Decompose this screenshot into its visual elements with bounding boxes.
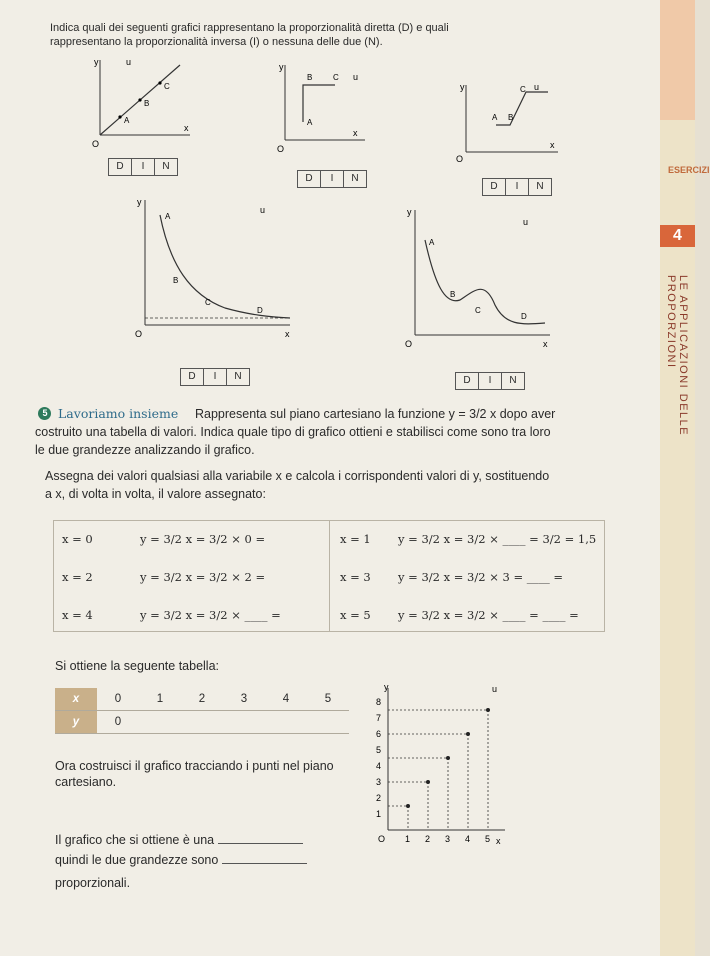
y-tick-label: 3 bbox=[376, 777, 382, 787]
choice-d[interactable]: D bbox=[456, 373, 479, 389]
point-a-label: A bbox=[124, 116, 130, 125]
point-b bbox=[138, 98, 141, 101]
y-cell[interactable] bbox=[265, 711, 307, 734]
u-label: u bbox=[492, 684, 498, 694]
table-row-x bbox=[55, 688, 349, 711]
choice-d[interactable]: D bbox=[483, 179, 506, 195]
choice-n[interactable]: N bbox=[234, 371, 242, 382]
choice-i[interactable]: I bbox=[479, 373, 502, 389]
choice-d[interactable]: D bbox=[109, 159, 132, 175]
choice-d[interactable]: D bbox=[298, 171, 321, 187]
draw-instruction: Ora costruisci il grafico tracciando i punti nel piano cartesiano. bbox=[55, 759, 334, 789]
instruction-1: Assegna dei valori qualsiasi alla variabile x e calcola i corrispondenti valori di y, sostituendo bbox=[45, 469, 550, 483]
x-cell: 4 bbox=[265, 688, 307, 711]
choice-n[interactable]: N bbox=[351, 173, 359, 184]
point-c-label: C bbox=[205, 298, 211, 307]
x-axis-label: x bbox=[353, 128, 358, 138]
graph-3 bbox=[448, 80, 568, 165]
choice-i[interactable]: I bbox=[506, 179, 529, 195]
graph-5 bbox=[395, 205, 555, 355]
y-tick-label: 4 bbox=[376, 761, 382, 771]
y-cell[interactable] bbox=[181, 711, 223, 734]
x-tick-label: 3 bbox=[445, 834, 451, 844]
point-a-label: A bbox=[165, 212, 171, 221]
point-b-label: B bbox=[144, 99, 150, 108]
instruction-line-2: rappresentano la proporzionalità inversa (I) o nessuna delle due (N). bbox=[50, 36, 383, 48]
exercise-number: 5 bbox=[42, 408, 48, 418]
point-d-label: D bbox=[257, 306, 263, 315]
x-cell: 2 bbox=[181, 688, 223, 711]
answer-blank-1[interactable] bbox=[218, 843, 303, 844]
y-axis-label: y bbox=[407, 207, 412, 217]
exercise-line-2: costruito una tabella di valori. Indica quale tipo di grafico ottieni e stabilisci come sono tra loro bbox=[35, 425, 551, 439]
eq-x4: x = 4 bbox=[62, 608, 93, 622]
u-label: u bbox=[523, 217, 529, 227]
chapter-number: 4 bbox=[660, 225, 695, 247]
choice-n[interactable]: N bbox=[536, 181, 544, 192]
sidebar-tab bbox=[660, 0, 695, 120]
answer-choice-4[interactable] bbox=[180, 368, 250, 386]
point-a bbox=[118, 115, 121, 118]
y-axis-label: y bbox=[94, 57, 99, 67]
exercise-mark: ESERCIZI bbox=[668, 165, 710, 175]
x-cell: 0 bbox=[97, 688, 139, 711]
answer-choice-2[interactable] bbox=[297, 170, 367, 188]
x-tick-label: 1 bbox=[405, 834, 411, 844]
conclusion-line-1 bbox=[55, 832, 303, 848]
exercise-line-3: le due grandezze analizzando il grafico. bbox=[35, 443, 255, 457]
y-axis-label: y bbox=[384, 682, 389, 692]
data-point bbox=[446, 756, 450, 760]
eq-y5[interactable]: y = 3/2 x = 3/2 × ____ = ____ = bbox=[398, 608, 579, 622]
eq-x3: x = 3 bbox=[340, 570, 371, 584]
graph-3-line bbox=[496, 92, 548, 125]
point-d-label: D bbox=[521, 312, 527, 321]
y-cell[interactable] bbox=[223, 711, 265, 734]
instruction-2: a x, di volta in volta, il valore assegnato: bbox=[45, 487, 266, 501]
point-c-label: C bbox=[520, 85, 526, 94]
eq-y0[interactable]: y = 3/2 x = 3/2 × 0 = bbox=[140, 532, 266, 546]
x-tick-label: 2 bbox=[425, 834, 431, 844]
point-c bbox=[158, 81, 161, 84]
y-axis-label: y bbox=[460, 82, 465, 92]
x-axis-label: x bbox=[285, 329, 290, 339]
point-a-label: A bbox=[492, 113, 498, 122]
point-c-label: C bbox=[164, 82, 170, 91]
origin-label: O bbox=[456, 154, 464, 164]
u-label: u bbox=[534, 82, 540, 92]
y-tick-label: 1 bbox=[376, 809, 382, 819]
y-axis-label: y bbox=[137, 197, 142, 207]
x-axis-label: x bbox=[496, 836, 501, 846]
x-axis-label: x bbox=[550, 140, 555, 150]
instruction-line-1: Indica quali dei seguenti grafici rappresentano la proporzionalità diretta (D) e quali bbox=[50, 22, 449, 34]
origin-label: O bbox=[277, 144, 285, 154]
graph-2-line bbox=[303, 85, 335, 122]
chapter-title: LE APPLICAZIONI DELLE PROPORZIONI bbox=[665, 275, 689, 437]
y-cell[interactable]: 0 bbox=[97, 711, 139, 734]
eq-x5: x = 5 bbox=[340, 608, 371, 622]
y-tick-label: 6 bbox=[376, 729, 382, 739]
y-tick-label: 8 bbox=[376, 697, 382, 707]
origin-label: O bbox=[378, 834, 386, 844]
y-header: y bbox=[55, 711, 97, 734]
choice-i[interactable]: I bbox=[321, 171, 344, 187]
values-table bbox=[55, 688, 349, 734]
y-cell[interactable] bbox=[139, 711, 181, 734]
origin-label: O bbox=[92, 139, 100, 149]
eq-y2[interactable]: y = 3/2 x = 3/2 × 2 = bbox=[140, 570, 266, 584]
conclusion-text-1: Il grafico che si ottiene è una bbox=[55, 833, 215, 847]
x-axis-label: x bbox=[543, 339, 548, 349]
u-label: u bbox=[353, 72, 359, 82]
eq-y3[interactable]: y = 3/2 x = 3/2 × 3 = ____ = bbox=[398, 570, 564, 584]
eq-y4[interactable]: y = 3/2 x = 3/2 × ____ = bbox=[140, 608, 281, 622]
graph-5-curve bbox=[425, 240, 545, 324]
data-point bbox=[406, 804, 410, 808]
x-header: x bbox=[55, 688, 97, 711]
point-b-label: B bbox=[173, 276, 179, 285]
table-intro: Si ottiene la seguente tabella: bbox=[55, 659, 220, 673]
eq-x2: x = 2 bbox=[62, 570, 93, 584]
conclusion-text-2: quindi le due grandezze sono bbox=[55, 853, 219, 867]
y-cell[interactable] bbox=[307, 711, 349, 734]
y-tick-label: 7 bbox=[376, 713, 382, 723]
eq-x0: x = 0 bbox=[62, 532, 93, 546]
graph-4 bbox=[125, 195, 295, 350]
choice-n[interactable]: N bbox=[509, 375, 517, 386]
y-axis-label: y bbox=[279, 62, 284, 72]
answer-graph bbox=[360, 680, 510, 850]
point-b-label: B bbox=[508, 113, 514, 122]
choice-i[interactable]: I bbox=[132, 159, 155, 175]
exercise-line-1: Rappresenta sul piano cartesiano la funzione y = 3/2 x dopo aver bbox=[195, 407, 556, 421]
choice-n[interactable]: N bbox=[162, 161, 170, 172]
x-cell: 5 bbox=[307, 688, 349, 711]
u-label: u bbox=[260, 205, 266, 215]
data-point bbox=[466, 732, 470, 736]
y-tick-label: 2 bbox=[376, 793, 382, 803]
point-b-label: B bbox=[307, 73, 313, 82]
origin-label: O bbox=[405, 339, 413, 349]
x-cell: 3 bbox=[223, 688, 265, 711]
eq-x1: x = 1 bbox=[340, 532, 371, 546]
exercise-title: Lavoriamo insieme bbox=[58, 406, 179, 421]
answer-choice-3[interactable] bbox=[482, 178, 552, 196]
x-cell: 1 bbox=[139, 688, 181, 711]
table-row-y bbox=[55, 711, 349, 734]
u-label: u bbox=[126, 57, 132, 67]
point-c-label: C bbox=[475, 306, 481, 315]
origin-label: O bbox=[135, 329, 143, 339]
point-a-label: A bbox=[429, 238, 435, 247]
chapter-sidebar bbox=[660, 0, 710, 956]
point-a-label: A bbox=[307, 118, 313, 127]
data-point bbox=[426, 780, 430, 784]
x-tick-label: 5 bbox=[485, 834, 491, 844]
point-c-label: C bbox=[333, 73, 339, 82]
point-b-label: B bbox=[450, 290, 456, 299]
graph-4-curve bbox=[160, 215, 290, 318]
choice-i[interactable]: I bbox=[204, 369, 227, 385]
choice-d[interactable]: D bbox=[181, 369, 204, 385]
data-point bbox=[486, 708, 490, 712]
answer-choice-5[interactable] bbox=[455, 372, 525, 390]
answer-choice-1[interactable] bbox=[108, 158, 178, 176]
x-axis-label: x bbox=[184, 123, 189, 133]
x-tick-label: 4 bbox=[465, 834, 471, 844]
y-tick-label: 5 bbox=[376, 745, 382, 755]
graph-1 bbox=[80, 55, 200, 150]
graph-2 bbox=[265, 60, 375, 155]
answer-blank-2[interactable] bbox=[222, 863, 307, 864]
conclusion-line-2 bbox=[55, 852, 307, 868]
conclusion-line-3: proporzionali. bbox=[55, 876, 131, 890]
eq-y1[interactable]: y = 3/2 x = 3/2 × ____ = 3/2 = 1,5 bbox=[398, 532, 597, 546]
